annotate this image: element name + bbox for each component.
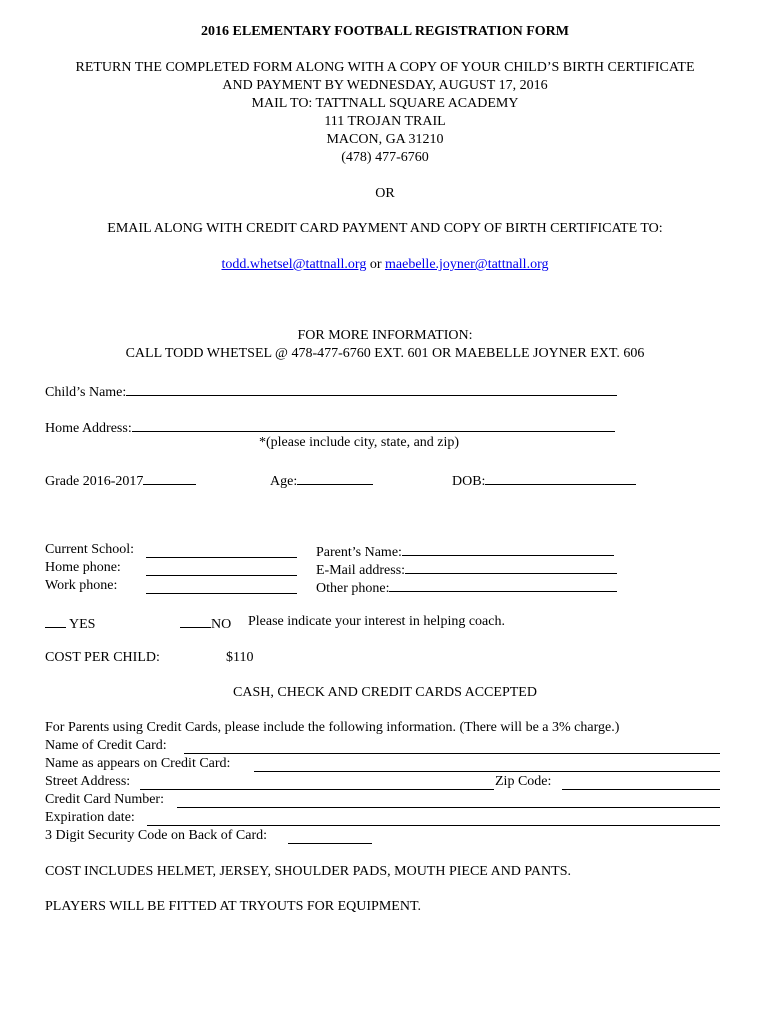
fitting-note: PLAYERS WILL BE FITTED AT TRYOUTS FOR EQUIPMENT. — [45, 899, 421, 914]
other-phone-line[interactable] — [389, 578, 617, 592]
parents-name-label: Parent’s Name: — [316, 545, 402, 560]
more-info-heading: FOR MORE INFORMATION: — [297, 328, 473, 343]
email-address-label: E-Mail address: — [316, 563, 406, 578]
card-name-line[interactable] — [184, 740, 720, 754]
expiration-label: Expiration date: — [45, 810, 135, 825]
dob-line[interactable] — [485, 471, 636, 485]
childs-name-label: Child’s Name: — [45, 385, 127, 400]
card-street-label: Street Address: — [45, 774, 131, 789]
current-school-line[interactable] — [146, 544, 297, 558]
security-code-label: 3 Digit Security Code on Back of Card: — [45, 828, 268, 843]
parents-name-field[interactable] — [316, 542, 614, 561]
or-separator: OR — [375, 186, 395, 201]
return-instructions-line1: RETURN THE COMPLETED FORM ALONG WITH A COPY OF YOUR CHILD’S BIRTH CERTIFICATE — [75, 60, 695, 75]
grade-field[interactable] — [45, 471, 196, 490]
name-on-card-label: Name as appears on Credit Card: — [45, 756, 231, 771]
home-address-label: Home Address: — [45, 421, 132, 436]
cost-value: $110 — [226, 650, 254, 665]
mail-street: 111 TROJAN TRAIL — [324, 114, 446, 129]
dob-label: DOB: — [452, 474, 486, 489]
email-links — [0, 257, 770, 273]
work-phone-line[interactable] — [146, 580, 297, 594]
card-number-line[interactable] — [177, 794, 720, 808]
cost-includes-note: COST INCLUDES HELMET, JERSEY, SHOULDER PADS, MOUTH PIECE AND PANTS. — [45, 864, 571, 879]
email-address-line[interactable] — [405, 560, 617, 574]
card-street-line[interactable] — [140, 776, 494, 790]
payment-accepted: CASH, CHECK AND CREDIT CARDS ACCEPTED — [233, 685, 537, 700]
credit-card-intro: For Parents using Credit Cards, please include the following information. (There will be a 3% charge.) — [45, 720, 620, 735]
current-school-label: Current School: — [45, 542, 135, 557]
home-address-line[interactable] — [132, 418, 615, 432]
work-phone-label: Work phone: — [45, 578, 118, 593]
address-note: *(please include city, state, and zip) — [259, 435, 460, 450]
other-phone-field[interactable] — [316, 578, 617, 597]
card-number-label: Credit Card Number: — [45, 792, 164, 807]
return-instructions-line2: AND PAYMENT BY WEDNESDAY, AUGUST 17, 2016 — [222, 78, 548, 93]
name-on-card-line[interactable] — [254, 758, 720, 772]
yes-line[interactable] — [45, 614, 66, 628]
email-address-field[interactable] — [316, 560, 617, 579]
card-name-label: Name of Credit Card: — [45, 738, 167, 753]
mail-city: MACON, GA 31210 — [326, 132, 444, 147]
expiration-line[interactable] — [147, 812, 720, 826]
email-instructions: EMAIL ALONG WITH CREDIT CARD PAYMENT AND COPY OF BIRTH CERTIFICATE TO: — [107, 221, 663, 236]
grade-line[interactable] — [143, 471, 196, 485]
zip-code-label: Zip Code: — [495, 774, 552, 789]
dob-field[interactable] — [452, 471, 636, 490]
email-or: or — [366, 257, 386, 272]
no-line[interactable] — [180, 614, 211, 628]
yes-label: YES — [68, 617, 96, 632]
no-option[interactable] — [180, 614, 231, 633]
email-link-maebelle[interactable]: maebelle.joyner@tattnall.org — [385, 257, 549, 272]
mail-phone: (478) 477-6760 — [341, 150, 429, 165]
form-title: 2016 ELEMENTARY FOOTBALL REGISTRATION FORM — [201, 24, 569, 39]
no-label: NO — [211, 617, 232, 632]
coach-interest-note: Please indicate your interest in helping coach. — [248, 614, 505, 629]
zip-code-line[interactable] — [562, 776, 720, 790]
childs-name-field[interactable] — [45, 382, 617, 401]
security-code-line[interactable] — [288, 830, 372, 844]
cost-label: COST PER CHILD: — [45, 650, 160, 665]
other-phone-label: Other phone: — [316, 581, 390, 596]
home-phone-line[interactable] — [146, 562, 297, 576]
email-link-todd[interactable]: todd.whetsel@tattnall.org — [221, 257, 367, 272]
childs-name-line[interactable] — [126, 382, 617, 396]
yes-option[interactable] — [45, 614, 95, 633]
home-phone-label: Home phone: — [45, 560, 121, 575]
age-field[interactable] — [270, 471, 373, 490]
age-line[interactable] — [297, 471, 373, 485]
mail-to-line: MAIL TO: TATTNALL SQUARE ACADEMY — [251, 96, 519, 111]
parents-name-line[interactable] — [402, 542, 614, 556]
contact-call-line: CALL TODD WHETSEL @ 478-477-6760 EXT. 601 OR MAEBELLE JOYNER EXT. 606 — [125, 346, 645, 361]
age-label: Age: — [270, 474, 298, 489]
grade-label: Grade 2016-2017 — [45, 474, 144, 489]
